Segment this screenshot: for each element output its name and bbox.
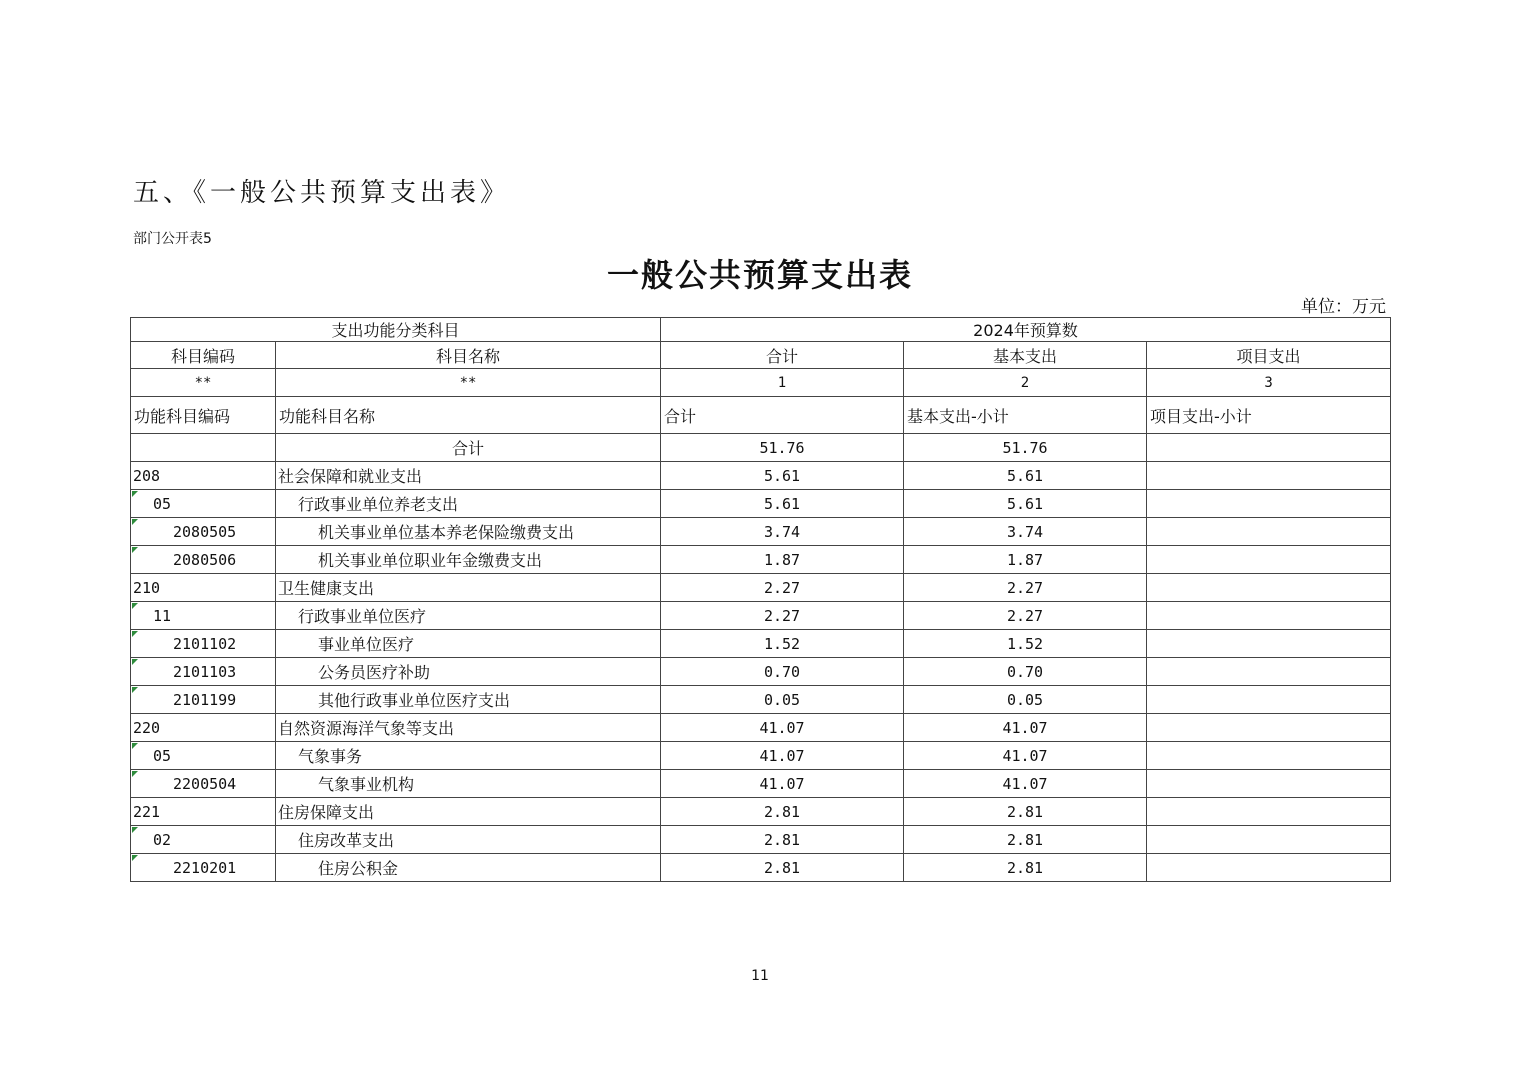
row-basic-cell: 1.87	[904, 546, 1147, 574]
header-function-row	[131, 397, 1391, 434]
row-code-cell: 02	[131, 826, 276, 854]
row-project-cell	[1147, 462, 1391, 490]
form-label: 部门公开表5	[133, 231, 212, 247]
row-total-cell: 2.27	[661, 602, 904, 630]
row-code-cell: 2080506	[131, 546, 276, 574]
row-project-cell	[1147, 574, 1391, 602]
row-project-cell	[1147, 490, 1391, 518]
table-row	[131, 798, 1391, 826]
row-total-cell: 2.81	[661, 826, 904, 854]
row-project-cell	[1147, 742, 1391, 770]
table-row	[131, 658, 1391, 686]
row-name-cell: 自然资源海洋气象等支出	[276, 714, 661, 742]
row-project-cell	[1147, 658, 1391, 686]
row-basic-cell: 5.61	[904, 462, 1147, 490]
budget-table	[130, 317, 1391, 882]
row-name-cell: 卫生健康支出	[276, 574, 661, 602]
row-project-cell	[1147, 714, 1391, 742]
table-row	[131, 826, 1391, 854]
unit-label: 单位：万元	[1301, 297, 1386, 317]
header-name-marker: **	[276, 369, 661, 397]
row-name-cell: 住房保障支出	[276, 798, 661, 826]
total-total-cell: 51.76	[661, 434, 904, 462]
total-name-cell: 合计	[276, 434, 661, 462]
header-func-project: 项目支出-小计	[1147, 397, 1391, 434]
row-total-cell: 2.81	[661, 798, 904, 826]
row-name-cell: 机关事业单位基本养老保险缴费支出	[276, 518, 661, 546]
section-title: 五、《一般公共预算支出表》	[133, 178, 511, 208]
row-total-cell: 2.81	[661, 854, 904, 882]
row-basic-cell: 2.81	[904, 854, 1147, 882]
row-total-cell: 2.27	[661, 574, 904, 602]
row-project-cell	[1147, 826, 1391, 854]
table-row	[131, 602, 1391, 630]
total-row	[131, 434, 1391, 462]
header-func-basic: 基本支出-小计	[904, 397, 1147, 434]
total-code-cell	[131, 434, 276, 462]
table-row	[131, 630, 1391, 658]
header-group-right: 2024年预算数	[661, 318, 1391, 342]
row-code-cell: 220	[131, 714, 276, 742]
table-title: 一般公共预算支出表	[606, 256, 913, 294]
page-number: 11	[751, 968, 769, 984]
row-project-cell	[1147, 602, 1391, 630]
header-total: 合计	[661, 342, 904, 369]
row-name-cell: 住房公积金	[276, 854, 661, 882]
header-func-name: 功能科目名称	[276, 397, 661, 434]
table-row	[131, 854, 1391, 882]
header-group-left: 支出功能分类科目	[131, 318, 661, 342]
header-basic: 基本支出	[904, 342, 1147, 369]
row-total-cell: 41.07	[661, 714, 904, 742]
header-name: 科目名称	[276, 342, 661, 369]
row-code-cell: 2080505	[131, 518, 276, 546]
row-name-cell: 事业单位医疗	[276, 630, 661, 658]
row-name-cell: 社会保障和就业支出	[276, 462, 661, 490]
row-basic-cell: 2.27	[904, 574, 1147, 602]
row-basic-cell: 0.70	[904, 658, 1147, 686]
row-basic-cell: 3.74	[904, 518, 1147, 546]
header-code-marker: **	[131, 369, 276, 397]
row-name-cell: 行政事业单位养老支出	[276, 490, 661, 518]
table-row	[131, 490, 1391, 518]
row-basic-cell: 2.81	[904, 798, 1147, 826]
row-project-cell	[1147, 854, 1391, 882]
table-row	[131, 574, 1391, 602]
row-code-cell: 2101103	[131, 658, 276, 686]
table-row	[131, 518, 1391, 546]
row-basic-cell: 41.07	[904, 742, 1147, 770]
table-row	[131, 546, 1391, 574]
table-row	[131, 462, 1391, 490]
table-row	[131, 742, 1391, 770]
row-total-cell: 0.05	[661, 686, 904, 714]
header-group-row	[131, 318, 1391, 342]
header-index-row	[131, 369, 1391, 397]
row-name-cell: 公务员医疗补助	[276, 658, 661, 686]
row-project-cell	[1147, 798, 1391, 826]
row-basic-cell: 2.27	[904, 602, 1147, 630]
row-name-cell: 气象事务	[276, 742, 661, 770]
row-basic-cell: 2.81	[904, 826, 1147, 854]
row-project-cell	[1147, 686, 1391, 714]
row-basic-cell: 41.07	[904, 770, 1147, 798]
row-code-cell: 208	[131, 462, 276, 490]
header-func-total: 合计	[661, 397, 904, 434]
row-project-cell	[1147, 770, 1391, 798]
row-total-cell: 5.61	[661, 462, 904, 490]
row-total-cell: 41.07	[661, 742, 904, 770]
row-total-cell: 0.70	[661, 658, 904, 686]
header-col2: 2	[904, 369, 1147, 397]
row-code-cell: 11	[131, 602, 276, 630]
header-func-code: 功能科目编码	[131, 397, 276, 434]
total-basic-cell: 51.76	[904, 434, 1147, 462]
row-code-cell: 210	[131, 574, 276, 602]
row-total-cell: 1.87	[661, 546, 904, 574]
row-total-cell: 3.74	[661, 518, 904, 546]
row-name-cell: 住房改革支出	[276, 826, 661, 854]
row-name-cell: 行政事业单位医疗	[276, 602, 661, 630]
header-column-row	[131, 342, 1391, 369]
row-name-cell: 气象事业机构	[276, 770, 661, 798]
row-project-cell	[1147, 518, 1391, 546]
header-col3: 3	[1147, 369, 1391, 397]
row-code-cell: 221	[131, 798, 276, 826]
total-project-cell	[1147, 434, 1391, 462]
header-project: 项目支出	[1147, 342, 1391, 369]
row-basic-cell: 0.05	[904, 686, 1147, 714]
row-code-cell: 05	[131, 742, 276, 770]
row-total-cell: 41.07	[661, 770, 904, 798]
row-code-cell: 2101102	[131, 630, 276, 658]
table-row	[131, 686, 1391, 714]
header-code: 科目编码	[131, 342, 276, 369]
row-basic-cell: 5.61	[904, 490, 1147, 518]
row-name-cell: 其他行政事业单位医疗支出	[276, 686, 661, 714]
table-row	[131, 714, 1391, 742]
row-name-cell: 机关事业单位职业年金缴费支出	[276, 546, 661, 574]
row-code-cell: 2101199	[131, 686, 276, 714]
row-code-cell: 2210201	[131, 854, 276, 882]
row-project-cell	[1147, 546, 1391, 574]
row-code-cell: 2200504	[131, 770, 276, 798]
row-total-cell: 5.61	[661, 490, 904, 518]
row-project-cell	[1147, 630, 1391, 658]
table-row	[131, 770, 1391, 798]
row-basic-cell: 41.07	[904, 714, 1147, 742]
row-basic-cell: 1.52	[904, 630, 1147, 658]
row-total-cell: 1.52	[661, 630, 904, 658]
row-code-cell: 05	[131, 490, 276, 518]
header-col1: 1	[661, 369, 904, 397]
